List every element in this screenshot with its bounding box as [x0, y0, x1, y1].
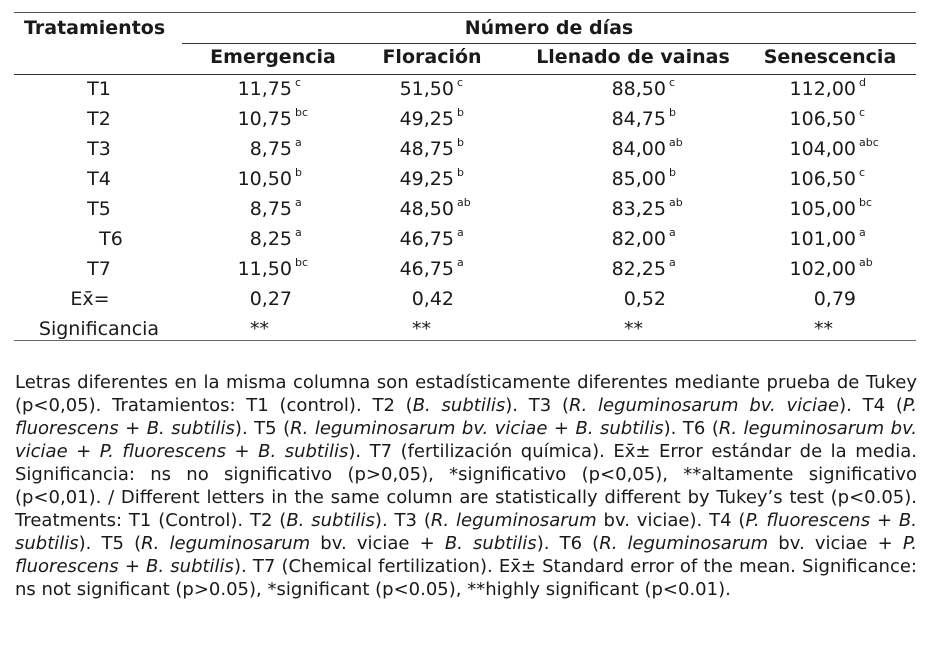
- table-footnote: [15, 371, 917, 601]
- standard-error-row: [14, 288, 916, 318]
- table-cell: [172, 255, 322, 280]
- tukey-letters: b: [295, 165, 302, 179]
- tukey-letters: bc: [295, 105, 309, 119]
- tukey-letters: ab: [669, 135, 683, 149]
- table-cell: [334, 225, 484, 250]
- tukey-letters: b: [669, 165, 676, 179]
- table-cell: [546, 165, 696, 190]
- row-label: T6: [99, 228, 123, 250]
- tukey-letters: bc: [859, 195, 873, 209]
- cell-value: 49,25: [399, 108, 454, 130]
- cell-value: 105,00: [789, 198, 856, 220]
- table-cell: [172, 195, 322, 220]
- group-header-rule: [182, 43, 916, 44]
- row-label: T4: [87, 168, 111, 190]
- table-row: [14, 195, 916, 228]
- cell-value: 83,25: [611, 198, 666, 220]
- table-cell: [546, 135, 696, 160]
- table-cell: [736, 255, 886, 280]
- cell-value: 11,75: [237, 78, 292, 100]
- table-cell: [250, 318, 400, 340]
- footnote-text: [15, 371, 917, 601]
- footnote-segment: ). T6 (: [536, 533, 600, 554]
- table-cell: [736, 165, 886, 190]
- table-cell: [546, 288, 666, 310]
- cell-value: 84,75: [611, 108, 666, 130]
- footnote-segment: Letras diferentes en la misma columna son estadísticamente diferentes mediante prueba de Tukey (p<0,05). Tratamientos: T1 (control). T2 (: [15, 372, 917, 416]
- tukey-letters: ab: [669, 195, 683, 209]
- cell-value: 88,50: [611, 78, 666, 100]
- cell-value: 84,00: [611, 138, 666, 160]
- species-name: R. leguminosarum: [430, 510, 597, 531]
- cell-value: 48,50: [399, 198, 454, 220]
- table-cell: [814, 318, 932, 340]
- tukey-letters: c: [669, 75, 676, 89]
- cell-value: 85,00: [611, 168, 666, 190]
- cell-value: 8,75: [249, 198, 292, 220]
- cell-value: 8,25: [249, 228, 292, 250]
- table-cell: [736, 105, 886, 130]
- row-header: Tratamientos: [24, 17, 166, 39]
- table-row: [14, 225, 916, 258]
- tukey-letters: b: [457, 105, 464, 119]
- table-cell: [334, 195, 484, 220]
- footnote-segment: bv. viciae). T4 (: [596, 510, 746, 531]
- species-name: P. fluorescens + B. subtilis: [15, 395, 917, 439]
- cell-value: 0,52: [623, 288, 666, 310]
- cell-value: 48,75: [399, 138, 454, 160]
- cell-value: 0,79: [813, 288, 856, 310]
- footnote-segment: ). T3 (: [505, 395, 569, 416]
- tukey-letters: ab: [859, 255, 873, 269]
- table-cell: [736, 195, 886, 220]
- tukey-letters: a: [457, 225, 464, 239]
- tukey-letters: c: [859, 165, 866, 179]
- table-cell: [172, 288, 292, 310]
- footnote-segment: bv. viciae +: [768, 533, 903, 554]
- table-cell: [334, 75, 484, 100]
- species-name: R. leguminosarum: [599, 533, 769, 554]
- table-cell: [172, 105, 322, 130]
- header-bottom-rule: [14, 74, 916, 75]
- group-header: Número de días: [464, 17, 634, 39]
- table-cell: [546, 105, 696, 130]
- table-cell: [172, 225, 322, 250]
- cell-value: **: [814, 318, 833, 340]
- column-header-floracion: Floración: [382, 46, 482, 68]
- table-cell: [546, 255, 696, 280]
- cell-value: **: [250, 318, 269, 340]
- tukey-letters: d: [859, 75, 866, 89]
- cell-value: 82,25: [611, 258, 666, 280]
- tukey-letters: abc: [859, 135, 879, 149]
- cell-value: 0,27: [249, 288, 292, 310]
- cell-value: 82,00: [611, 228, 666, 250]
- row-label: T1: [87, 78, 111, 100]
- row-label: T2: [87, 108, 111, 130]
- table-cell: [172, 165, 322, 190]
- tukey-letters: c: [457, 75, 464, 89]
- table-cell: [334, 135, 484, 160]
- cell-value: 102,00: [789, 258, 856, 280]
- cell-value: 46,75: [399, 228, 454, 250]
- table-row: [14, 75, 916, 108]
- species-name: B. subtilis: [444, 533, 537, 554]
- table-cell: [172, 75, 322, 100]
- table-cell: [624, 318, 774, 340]
- cell-value: 112,00: [789, 78, 856, 100]
- table-cell: [334, 288, 454, 310]
- species-name: R. leguminosarum bv. viciae + P. fluorescens + B. subtilis: [15, 418, 917, 462]
- table-cell: [334, 105, 484, 130]
- table-row: [14, 135, 916, 168]
- species-name: P. fluorescens + B. subtilis: [15, 510, 917, 554]
- footnote-segment: ). T4 (: [839, 395, 903, 416]
- table-top-rule: [14, 12, 916, 13]
- cell-value: 10,75: [237, 108, 292, 130]
- table-cell: [412, 318, 562, 340]
- column-header-llenado-de-vainas: Llenado de vainas: [536, 46, 730, 68]
- cell-value: 49,25: [399, 168, 454, 190]
- cell-value: **: [624, 318, 643, 340]
- footnote-segment: ). T3 (: [374, 510, 431, 531]
- cell-value: 10,50: [237, 168, 292, 190]
- cell-value: 46,75: [399, 258, 454, 280]
- column-header-senescencia: Senescencia: [763, 46, 897, 68]
- footnote-segment: bv. viciae +: [310, 533, 445, 554]
- significance-row: [14, 318, 916, 348]
- table-cell: [334, 255, 484, 280]
- tukey-letters: bc: [295, 255, 309, 269]
- table-cell: [172, 135, 322, 160]
- footnote-segment: ). T7 (fertilización química). Ex̄± Error estándar de la media. Significancia: ns no significativo (p>0,05), *significativo (p<0,05), **altamente significativo (p<0,01). / Different letters in the same column are statistically different by Tukey’s test (p<0.05). Treatments: T1 (Control). T2 (: [15, 441, 917, 531]
- tukey-letters: b: [457, 135, 464, 149]
- table-cell: [546, 225, 696, 250]
- table-row: [14, 165, 916, 198]
- tukey-letters: a: [295, 135, 302, 149]
- table-cell: [736, 135, 886, 160]
- row-label: T3: [87, 138, 111, 160]
- cell-value: 8,75: [249, 138, 292, 160]
- tukey-letters: b: [457, 165, 464, 179]
- table-cell: [546, 75, 696, 100]
- tukey-letters: b: [669, 105, 676, 119]
- tukey-letters: a: [859, 225, 866, 239]
- cell-value: 104,00: [789, 138, 856, 160]
- tukey-letters: ab: [457, 195, 471, 209]
- footnote-segment: ). T5 (: [234, 418, 291, 439]
- row-label: T7: [87, 258, 111, 280]
- species-name: R. leguminosarum: [141, 533, 311, 554]
- cell-value: 101,00: [789, 228, 856, 250]
- species-name: R. leguminosarum bv. viciae: [568, 395, 840, 416]
- cell-value: **: [412, 318, 431, 340]
- row-label: T5: [87, 198, 111, 220]
- species-name: R. leguminosarum bv. viciae + B. subtilis: [290, 418, 664, 439]
- table-cell: [736, 75, 886, 100]
- footnote-segment: ). T7 (Chemical fertilization). Ex̄± Standard error of the mean. Significance: ns not significant (p>0.05), *significant (p<0.05), **highly significant (p<0.01).: [15, 556, 917, 600]
- cell-value: 11,50: [237, 258, 292, 280]
- table-row: [14, 105, 916, 138]
- footnote-segment: ). T5 (: [78, 533, 142, 554]
- tukey-letters: a: [295, 225, 302, 239]
- table-cell: [736, 288, 856, 310]
- table-bottom-rule: [14, 340, 916, 341]
- row-label: Significancia: [38, 318, 160, 340]
- table-cell: [334, 165, 484, 190]
- species-name: B. subtilis: [286, 510, 375, 531]
- tukey-letters: c: [859, 105, 866, 119]
- column-header-emergencia: Emergencia: [210, 46, 336, 68]
- species-name: B. subtilis: [412, 395, 506, 416]
- tukey-letters: a: [669, 255, 676, 269]
- tukey-letters: a: [669, 225, 676, 239]
- table-cell: [736, 225, 886, 250]
- species-name: P. fluorescens + B. subtilis: [15, 533, 917, 577]
- table-cell: [546, 195, 696, 220]
- tukey-letters: a: [295, 195, 302, 209]
- table-row: [14, 255, 916, 288]
- tukey-letters: c: [295, 75, 302, 89]
- footnote-segment: ). T6 (: [663, 418, 719, 439]
- cell-value: 106,50: [789, 168, 856, 190]
- tukey-letters: a: [457, 255, 464, 269]
- cell-value: 51,50: [399, 78, 454, 100]
- cell-value: 106,50: [789, 108, 856, 130]
- cell-value: 0,42: [411, 288, 454, 310]
- row-label: Ex̄=: [70, 288, 110, 310]
